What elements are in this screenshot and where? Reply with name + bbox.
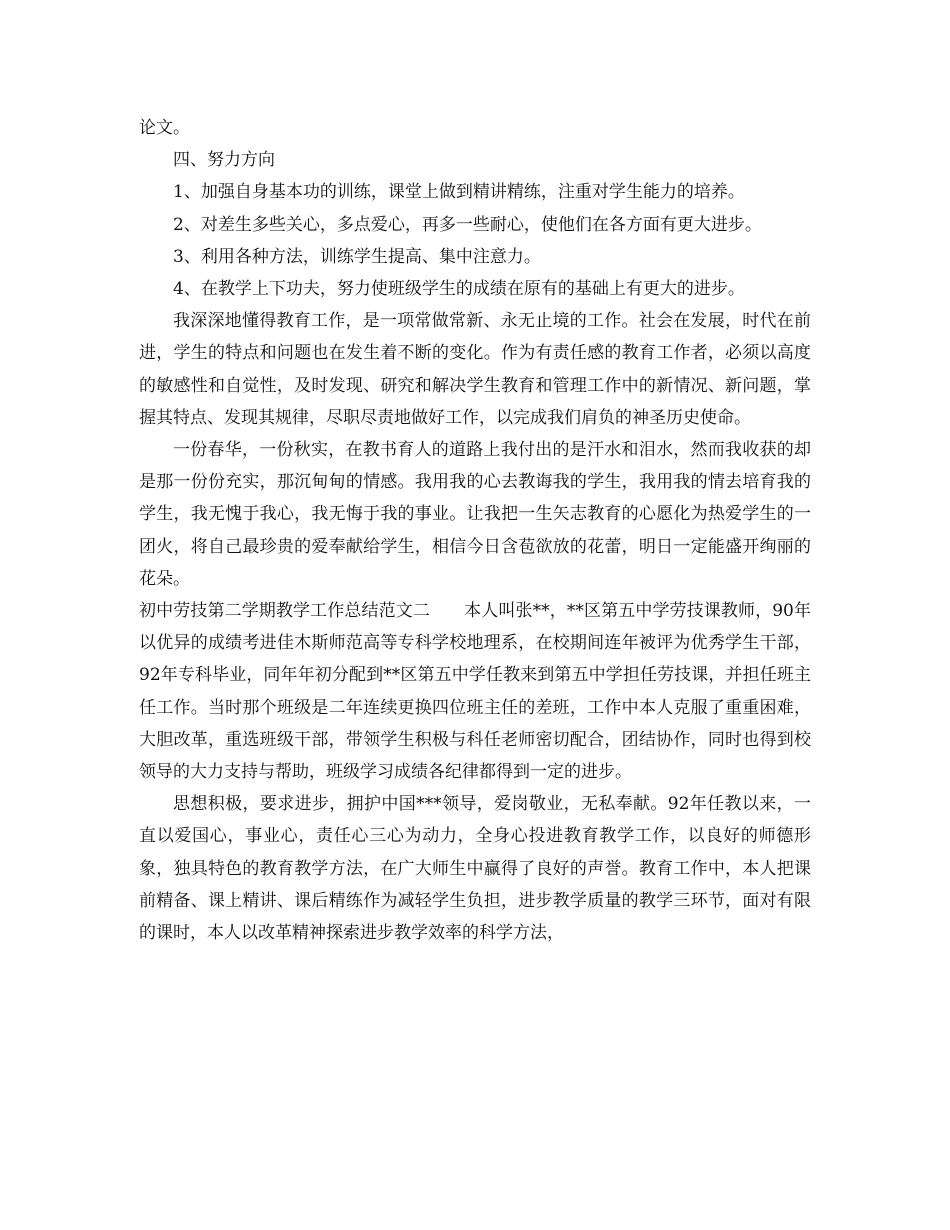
list-item-1: 1、加强自身基本功的训练，课堂上做到精讲精练，注重对学生能力的培养。 (173, 182, 745, 203)
document-body (139, 112, 811, 949)
paragraph-article-two-intro: 初中劳技第二学期教学工作总结范文二 本人叫张**，**区第五中学劳技课教师，90年以优异的成绩考进佳木斯师范高等专科学校地理系，在校期间连年被评为优秀学生干部，92年专科毕业，同年年初分配到**区第五中学任教来到第五中学担任劳技课，并担任班主任工作。当时那个班级是二年连续更换四位班主任的差班，工作中本人克服了重重困难，大胆改革，重选班级干部，带领学生积极与科任老师密切配合，团结协作，同时也得到校领导的大力支持与帮助，班级学习成绩各纪律都得到一定的进步。 (139, 601, 811, 783)
paragraph-continuation: 论文。 (139, 118, 190, 138)
section-heading-effort-direction: 四、努力方向 (173, 150, 275, 171)
list-item-4: 4、在教学上下功夫，努力使班级学生的成绩在原有的基础上有更大的进步。 (173, 279, 745, 300)
paragraph-education-work: 我深深地懂得教育工作，是一项常做常新、永无止境的工作。社会在发展，时代在前进，学生的特点和问题也在发生着不断的变化。作为有责任感的教育工作者，必须以高度的敏感性和自觉性，及时发现、研究和解决学生教育和管理工作中的新情况、新问题，掌握其特点、发现其规律，尽职尽责地做好工作，以完成我们肩负的神圣历史使命。 (139, 311, 811, 428)
paragraph-spring-autumn: 一份春华，一份秋实，在教书育人的道路上我付出的是汗水和泪水，然而我收获的却是那一份份充实，那沉甸甸的情感。我用我的心去教诲我的学生，我用我的情去培育我的学生，我无愧于我心，我无悔于我的事业。让我把一生矢志教育的心愿化为热爱学生的一团火，将自己最珍贵的爱奉献给学生，相信今日含苞欲放的花蕾，明日一定能盛开绚丽的花朵。 (139, 440, 811, 589)
list-item-3: 3、利用各种方法，训练学生提高、集中注意力。 (173, 246, 541, 267)
list-item-2: 2、对差生多些关心，多点爱心，再多一些耐心，使他们在各方面有更大进步。 (173, 214, 762, 235)
paragraph-ideology: 思想积极，要求进步，拥护中国***领导，爱岗敬业，无私奉献。92年任教以来，一直以爱国心，事业心，责任心三心为动力，全身心投进教育教学工作，以良好的师德形象，独具特色的教育教学方法，在广大师生中赢得了良好的声誉。教育工作中，本人把课前精备、课上精讲、课后精练作为减轻学生负担，进步教学质量的教学三环节，面对有限的课时，本人以改革精神探索进步教学效率的科学方法， (139, 794, 811, 944)
